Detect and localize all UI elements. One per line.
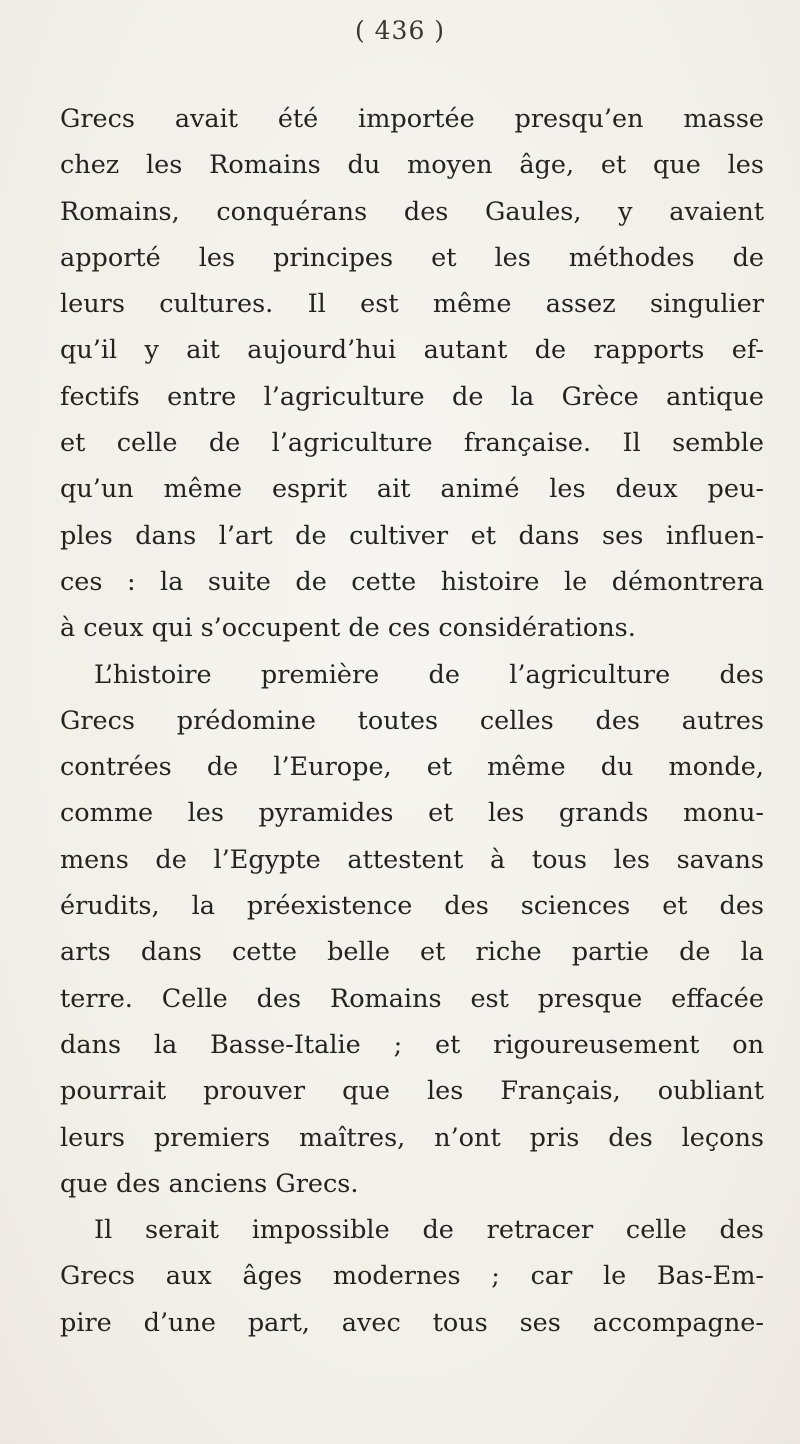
text-line: ples dans l’art de cultiver et dans ses influen- — [60, 520, 764, 551]
text-line: qu’il y ait aujourd’hui autant de rapports ef- — [60, 335, 764, 366]
text-line: et celle de l’agriculture française. Il semble — [60, 428, 764, 459]
body-text — [60, 96, 764, 1346]
text-line: à ceux qui s’occupent de ces considérations. — [60, 613, 636, 644]
text-line: pire d’une part, avec tous ses accompagne- — [60, 1307, 764, 1338]
text-line: leurs premiers maîtres, n’ont pris des leçons — [60, 1122, 764, 1153]
text-line: leurs cultures. Il est même assez singulier — [60, 289, 764, 320]
text-line: érudits, la préexistence des sciences et des — [60, 891, 764, 922]
text-line: Grecs avait été importée presqu’en masse — [60, 104, 764, 134]
text-line: Romains, conquérans des Gaules, y avaient — [60, 196, 764, 227]
text-line: que des anciens Grecs. — [60, 1168, 359, 1199]
text-line: qu’un même esprit ait animé les deux peu- — [60, 474, 764, 505]
text-line: Il serait impossible de retracer celle des — [94, 1215, 764, 1246]
text-line: pourrait prouver que les Français, oubliant — [60, 1076, 764, 1107]
page-number: ( 436 ) — [354, 16, 446, 45]
text-line: Grecs prédomine toutes celles des autres — [60, 705, 764, 736]
text-line: Grecs aux âges modernes ; car le Bas-Em- — [60, 1261, 764, 1292]
text-line: mens de l’Egypte attestent à tous les savans — [60, 844, 764, 875]
text-line: apporté les principes et les méthodes de — [60, 242, 764, 273]
text-line: chez les Romains du moyen âge, et que les — [60, 150, 764, 181]
text-line: dans la Basse-Italie ; et rigoureusement on — [60, 1029, 764, 1060]
text-line: L’histoire première de l’agriculture des — [94, 659, 764, 690]
text-line: contrées de l’Europe, et même du monde, — [60, 752, 764, 783]
text-line: arts dans cette belle et riche partie de la — [60, 937, 764, 968]
text-line: terre. Celle des Romains est presque effacée — [60, 983, 764, 1014]
text-line: fectifs entre l’agriculture de la Grèce antique — [60, 381, 764, 412]
text-line: comme les pyramides et les grands monu- — [60, 798, 764, 829]
text-line: ces : la suite de cette histoire le démontrera — [60, 566, 764, 597]
